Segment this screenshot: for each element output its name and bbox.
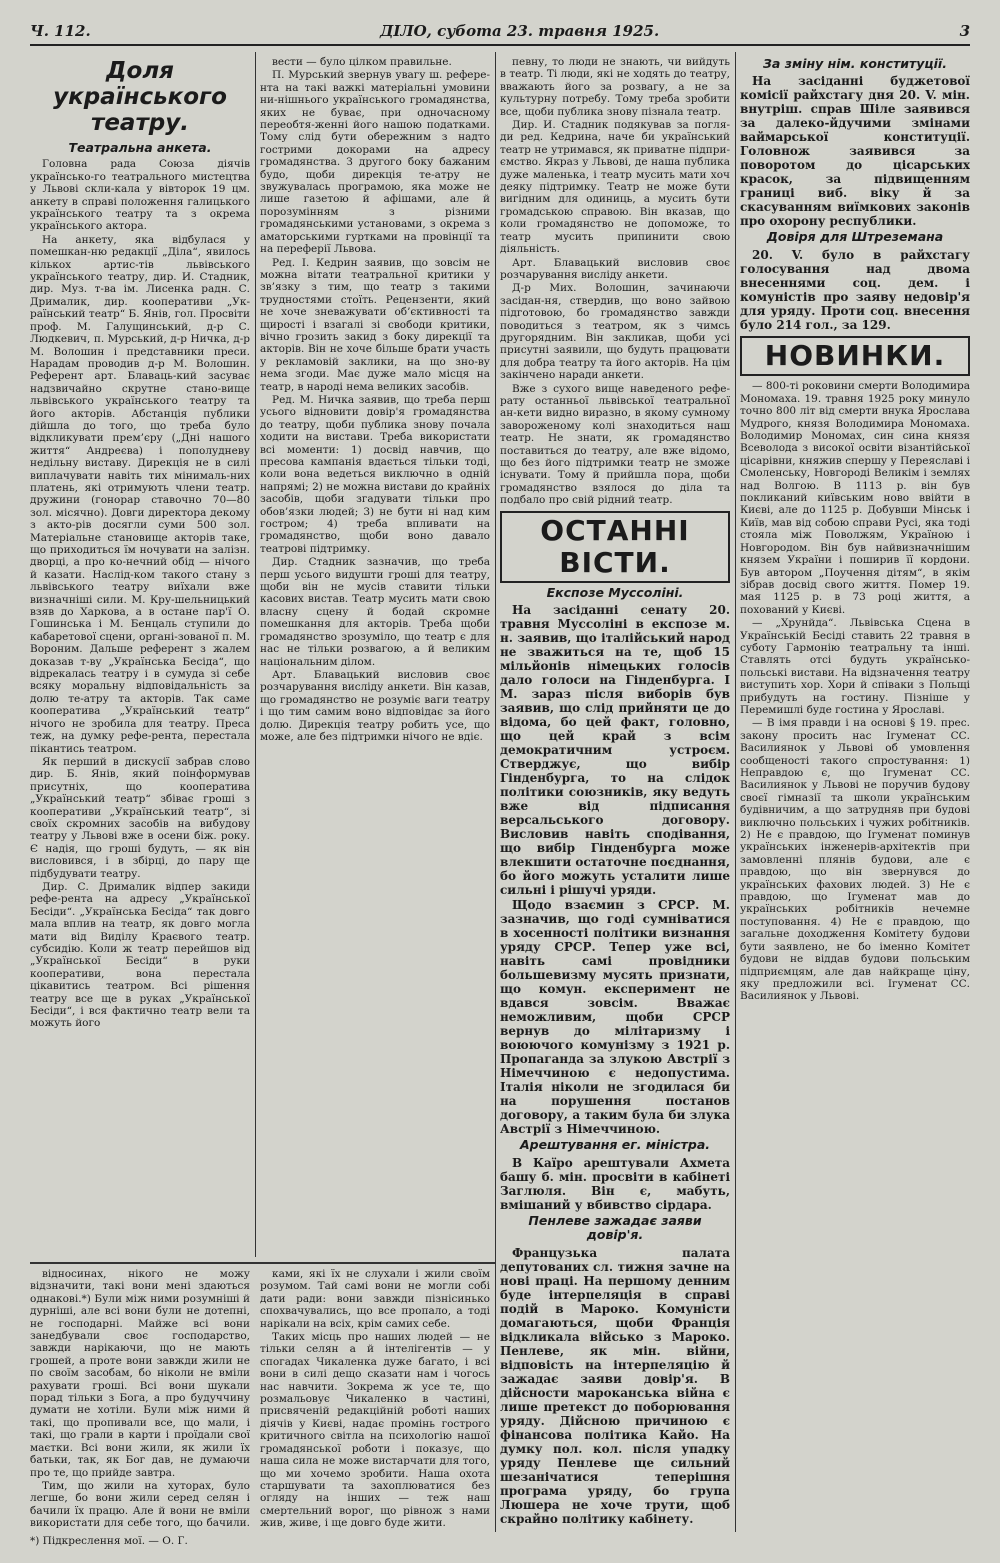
paragraph: Дир. С. Дрималик відпер закиди рефе-рента на адресу „Української Бесіди“. „Українська Бесіда“ так довго мала вплив на театр, як довго могла мати від Виділу Краєвого театр. субсидію. Коли ж театр перейшов від „Української Бесіди“ в руки кооперативи, вона перестала цікавитись театром. Всі рішення театру все ще в руках „Української Бесіди“, і вся фактично театр вели та можуть його [30,880,250,1030]
news-headline: Довіря для Штреземана [766,229,944,245]
column-1 [30,56,250,1256]
article-title: Доля українського театру. [53,58,227,136]
column-3 [500,56,730,1536]
news-headline: Експозе Муссоліні. [546,584,684,600]
section-divider [30,1262,495,1264]
news-paragraph: 20. V. було в райхстагу голосування над двома внесеннями соц. дем. і комуністів про заяву недовір'я для уряду. Проти соц. внесення було 214 гол., за 129. [740,248,970,333]
news-section-box [740,336,970,376]
paragraph: Арт. Блавацький висловив своє розчарування висліду анкети. [500,256,730,281]
paragraph: Таких місць про наших людей — не тільки селян а й інтелігентів — у спогадах Чикаленка дуже багато, і всі вони в силі дещо сказати нам і чогось нас навчити. Зокрема ж усе те, що розмальовує Чикаленко в частині, присвяченій редакційній роботі наших діячів у Києві, надає промінь гострого критичного світла на психологію нашої громадянської роботи і показує, що наша сила не може вистарчати для того, що ми хочемо зробити. Наша охота старшувати та захоплюватися без огляду на інших — теж наш смертельний ворог, що рівнож з нами жив, живе, і ще довго буде жити. [260,1331,490,1528]
paragraph: На анкету, яка відбулася у помешкан-ню редакції „Діла“, явилось кількох артис-тів львівського українського театру, дир. И. Стадник, дир. Муз. т-ва ім. Лисенка радн. С. Дрималик, дир. кооперативи „Ук-раїнський театр“ Б. Янів, гол. Просвіти проф. М. Галущинський, д-р С. Людкевич, п. Мурський, д-р Ничка, д-р М. Волошин і представники преси. Нарадам проводив д-р М. Волошин. Референт арт. Блаваць-кий засуває надзвичайно скрутне стано-вище львівського українського театру та його акторів. Абстанція публики дійшла до того, що треба було відкликувати прем’єру („Дні нашого життя“ Андреєва) і пополудневу недільну виставу. Дирекція не в силі виплачувати навіть тих мінималь-них платень, які отримують члени театр. дружини (гонорар ставочно 70—80 зол. місячно). Довги директора декому з акто-рів досягли суми 500 зол. Матеріальне становище акторів таке, що приходиться їм ночувати на залізн. дворці, а про ко-нечний обід — нічого й казати. Наслід-ком такого стану з львівського театру виїхали вже визначніші сили. М. Кру-шельницький взяв до Харкова, а в остане пар'ї О. Гошинська і М. Бенцаль ступили до кабаретової сцени, органі-зованої п. М. Вороним. Дальше референт з жалем доказав т-ву „Українська Бесіда“, що відрекалась театру і в сумуда зі себе всяку моральну відповідальність за долю те-атру та акторів. Так саме кооператива „Український театр“ нічого не зробила для театру. Преса теж, на думку рефе-рента, перестала пікантись театром. [30,233,250,755]
article-subtitle: Театральна анкета. [68,140,212,155]
feuilleton-column-a [30,1268,250,1528]
paragraph: Дир. И. Стадник подякував за погля-ди ред. Кедрина, наче би український театр не утримався, як приватне підпри-ємство. Якраз у Львові, де наша публика дуже маленька, і театр мусить мати хоч деяку підтримку. Театр не може бути вигідним для одиниць, а мусить бути громадською справою. Він вказав, що коли громадянство не допоможе, то театр мусить припинити свою діяльність. [500,119,730,256]
feuilleton-column-b [260,1268,490,1528]
news-paragraph: Французька палата депутованих сл. тижня зачне на нові праці. На першому денним буде інтерпеляція в справі подій в Мароко. Комуністи домагаються, щоби Франція відкликала військо з Мароко. Пенлеве, як мін. війни, відповість на інтерпеляцію й зажадає заяви довір'я. В дійсности мароканська війна є лише претекст до поборювання уряду. Дійсною причиною є фінансова політика Кайо. На думку пол. кол. після упадку уряду Пенлеве ще сильний шезанічатися теперішня програма уряду, бо група Люшера не хоче трути, щоб скрайно політику кабінету. [500,1246,730,1527]
issue-number: Ч. 112. [30,22,91,40]
news-headline: За зміну нім. конституції. [763,56,947,71]
paragraph: Ред. М. Ничка заявив, що треба перш усього відновити довір'я громадянства до театру, щоби публика знову почала ходити на вистави. Треба використати всі моменти: 1) досвід навчив, що пресова кампанія вдається тільки тоді, коли вона ведеться виключно в одній напрямі; 2) не можна вистави до крайніх засобів, щоби згадувати тільки про обов’язки людей; 3) не бути ні над ким гостром; 4) треба впливати на громадянство, щоби воно давало театрові підтримку. [260,393,490,555]
paragraph: Дир. Стадник зазначив, що треба перш усього видушти гроші для театру, щоби він не мусів ставити тільки касових вистав. Театр мусить мати свою власну сцену й бодай скромне помешкання для акторів. Треба щоби громадянство зрозуміло, що театр є для нас не тільки розвагою, а й великим національним ділом. [260,556,490,668]
paragraph: — В імя правди і на основі § 19. прес. закону просить нас Ігуменат СС. Василиянок у Львові об умовлення сообщеності такого спростування: 1) Неправдою є, що Ігуменат СС. Василиянок у Львові не поручив будову своєї гімназії та школи українським будівничим, а що затрудняв при будові виключно польських і чужих робітників. 2) Не є правдою, що Ігуменат поминув українських інженерів-архітектів при замовленні плянів будови, але є правдою, що він звернувся до українських фахових людей. 3) Не є правдою, що Ігуменат мав до українських робітників нечемне поступовання. 4) Не є правдою, що загальне доходження Комітету будови бути заявлено, не бо іменно Комітет будови не віддав будови польським підприємцям, але дав найкраще ціну, яку предложили всі. Ігуменат СС. Василиянок у Львові. [740,717,970,1003]
news-paragraph: Щодо взаємин з СРСР. М. зазначив, що годі сумніватися в хосенності політики визнання уряду СРСР. Тепер уже всі, навіть самі провідники большевизму мусять признати, що комун. експеримент не вдався зовсім. Вважає неможливим, щоби СРСР вернув до мілітаризму і воюючого комунізму з 1921 р. Пропаганда за злукою Австрії з Німеччиною є недопустима. Італія ніколи не згодилася би на порушення постанов договору, а таким була би злука Австрії з Німеччиною. [500,898,730,1137]
paragraph: Вже з сухого вище наведеного рефе-рату останньої львівської театральної ан-кети видно виразно, в якому сумному завороженому колі знаходиться наш театр. Не знати, як громадянство поставиться до театру, але вже відомо, що без його підтримки театр не зможе існувати. Тому й прийшла пора, щоби громадянство взялося до діла та подбало про свій рідний театр. [500,382,730,507]
paragraph: — „Хрунйда“. Львівська Сцена в Українській Бесіді ставить 22 травня в суботу Гармонію театральну та інші. Ставлять отсі будуть українсько-польські вистави. На відзначення театру виступить хор. Хори й співаки з Польщі прибудуть на гостину. Пізніше у Перемишлі буде гостина у Ярославі. [740,617,970,716]
paragraph: Як перший в дискусії забрав слово дир. Б. Янів, який поінформував присутніх, що кооператива „Український театр“ збіває гроші з кооперативи „Український театр“, зі своїх скромних засобів на вибудову театру у Львові вже в осени біж. року. Є надія, що гроші будуть, — як він висловився, і в збірці, до пару ще підбудувати театру. [30,755,250,880]
paragraph: ками, які їх не слухали і жили своїм розумом. Тай самі вони не могли собі дати ради: вони завжди пізнісинько спохвачувались, що все пропало, а тоді нарікали на всіх, крім самих себе. [260,1268,490,1330]
paragraph: відносинах, нікого не можу відзначити, такі вони мені здаються однакові.*) Були між ними розумніші й дурніші, але всі вони були не дотепні, не господарні. Майже всі вони занедбували своє господарство, завжди нарікаючи, що не мають грошей, а проте вони завжди жили не по своїм засобам, бо ніколи не вміли рахувати гроші. Всі вони шукали порад тільки з Бога, а про будуччину думати не хотіли. Були між ними й такі, що пропивали все, що мали, і такі, що грали в карти і проїдали свої маєтки. Всі вони жили, як жили їх батьки, так, як Бог дав, не думаючи про те, що прийде завтра. [30,1268,250,1479]
latest-news-box [500,511,730,583]
newspaper-title-date: ДІЛО, субота 23. травня 1925. [380,22,660,40]
column-2 [260,56,490,1256]
column-divider [255,52,256,1257]
page-number: 3 [959,22,970,40]
news-headline: Арештування ег. міністра. [519,1137,711,1153]
news-paragraph: На засіданні буджетової комісії райхстагу дня 20. V. мін. внутріш. справ Шіле заявився за далеко-йдучими змінами ваймарської конституції. Головнож заявився за поворотом до цісарських красок, за підвищенням границі виб. віку й за скасуванням виїмкових законів про охорону республики. [740,74,970,229]
news-paragraph: В Каїро арештували Ахмета башу б. мін. просвіти в кабінеті Заглюля. Він є, мабуть, вмішаний у вбивство сірдара. [500,1156,730,1213]
paragraph: Тим, що жили на хуторах, було легше, бо вони жили серед селян і бачили їх працю. Але й вони не вміли використати для себе того, що бачили. [30,1479,250,1528]
paragraph: певну, то люди не знають, чи вийдуть в театр. Ті люди, які не ходять до театру, вважають його за розвагу, а не за культурну потребу. Тому треба зробити все, щоби публика знову пізнала театр. [500,56,730,118]
latest-news-heading: ОСТАННІ ВІСТИ. [540,513,690,579]
paragraph: Арт. Блавацький висловив своє розчарування висліду анкети. Він казав, що громадянство не розуміє ваги театру і що тим самим воно відповідає за його долю. Дирекція театру робить усе, що може, але без підтримки нічого не вдіє. [260,668,490,743]
paragraph: Головна рада Союза діячів українсько-го театрального мистецтва у Львові скли-кала у вівторок 19 цм. анкету в справі положення галицького українського театру та з окрема українського актора. [30,158,250,233]
column-divider [495,52,496,1532]
news-paragraph: На засіданні сенату 20. травня Муссоліні в експозе м. н. заявив, що італійський народ не зважиться на те, щоб 15 мільйонів німецьких голосів дало голоси на Гінденбурга. І М. зараз після виборів був заявив, що слід прийняти це до відома, бо цей факт, головно, що цей край з всім демократичним устроєм. Стверджує, що вибір Гінденбурга, то на слідок політики союзників, яку ведуть вже від підписання версальського договору. Висловив навіть сподівання, що вибір Гінденбурга може влекшити остаточне поєднання, бо його можуть усталити лише сильні і рішучі уряди. [500,603,730,898]
paragraph: Д-р Мих. Волошин, зачинаючи засідан-ня, ствердив, що воно зайвою підготовою, бо громадянство завжди поводиться з театром, як з чимсь другорядним. Він закликав, щоби усі присутні заявили, що будуть працювати для добра театру та його акторів. На цім закінчено наради анкети. [500,282,730,382]
paragraph: — 800-ті роковини смерти Володимира Мономаха. 19. травня 1925 року минуло точно 800 літ від смерти внука Ярослава Мудрого, князя Володимира Мономаха. Володимир Мономах, син сина князя Всеволода з високої освіти візантійської цісарівни, княжив спершу у Переяславі і Смоленську, Новгороді Великім і землях над Волгою. В 1113 р. він був покликаний київським ново ввійти в Києві, але до 1125 р. Добувши Мінськ і Київ, мав від собою справи Русі, яка тоді стояла між Поволжям, Україною і Новгородом. Він був найвизначнішим князем України і поширив її кордони. Був автором „Поучення дітям“, в якім зібрав досвід свого життя. Помер 19. мая 1125 р. в 73 році життя, а похований у Києві. [740,380,970,616]
news-section-heading: НОВИНКИ. [764,339,946,373]
paragraph: вести — було цілком правильне. [272,56,452,68]
footnote: *) Підкреслення мої. — О. Г. [30,1535,188,1547]
column-divider [735,52,736,1532]
news-headline: Пенлеве зажадає заяви довір'я. [528,1213,702,1243]
paragraph: Ред. І. Кедрин заявив, що зовсім не можна вітати театральної критики у зв’язку з тим, що театр з такими трудностями стоїть. Рецензенти, який не хоче зневажувати об’єктивності та щирості і взагалі зі свободи критики, вічно грозить закид з боку дирекції та акторів. Він не хоче більше брати участь у рекламовій заклики, на що зно-ву нема згоди. Має дуже мало місця на театр, в народі нема великих засобів. [260,256,490,393]
paragraph: П. Мурський звернув увагу ш. рефере-нта на такі важкі матеріальні умовини ни-нішнього українського громадянства, яких не буває, при одночасному переобтя-женні його нашою податками. Тому слід бути обережним з надто гострими докорами на адресу громадянства. З другого боку бажаним будо, щоби дирекція те-атру не звужувалась програмою, яка може не лише газетою й афішами, але й порозумінням з різними громадянськими установами, з окрема з аматорськими гуртками на провінції та на переферії Львова. [260,69,490,256]
page-header [30,22,970,46]
column-4 [740,56,970,1536]
